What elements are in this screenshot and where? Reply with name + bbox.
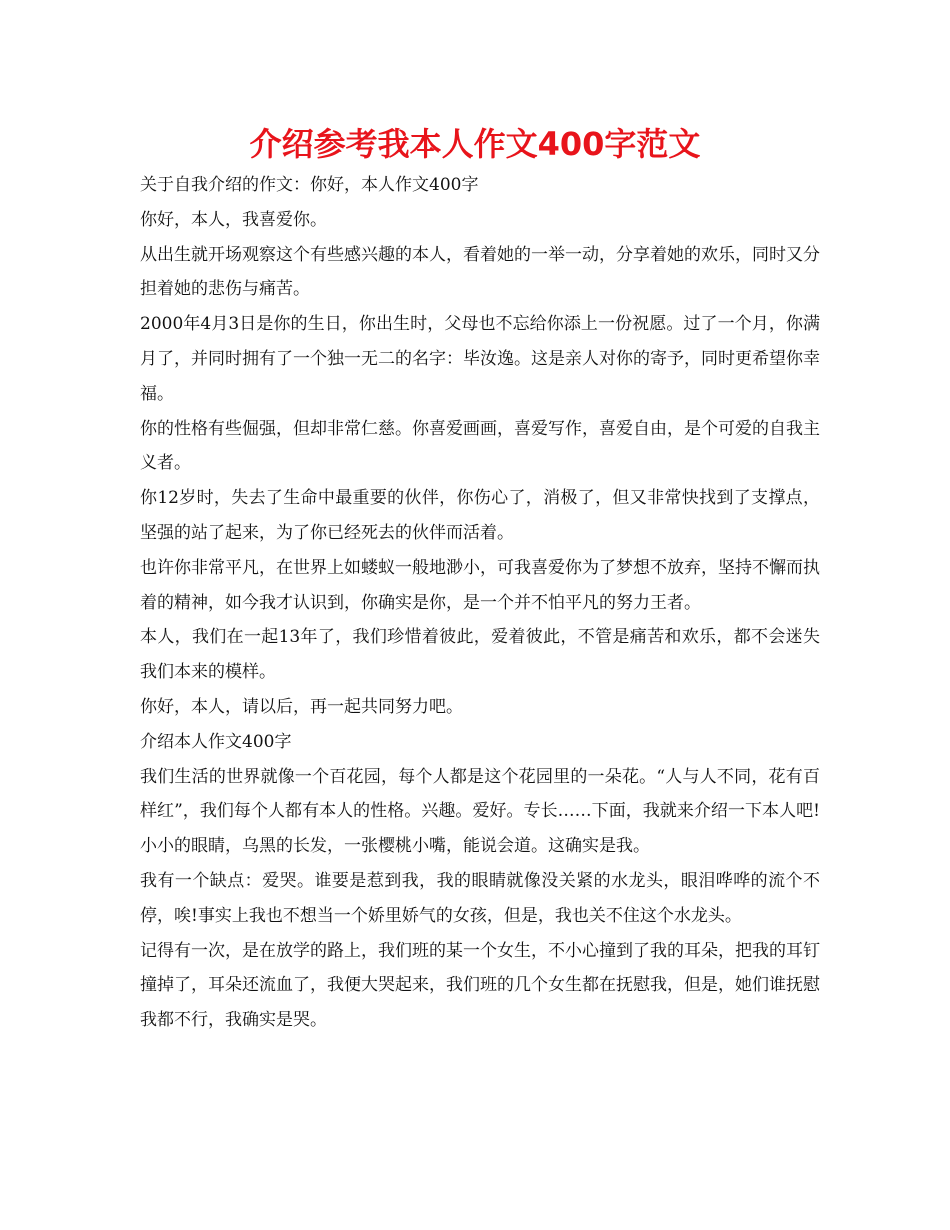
paragraph: 记得有一次，是在放学的路上，我们班的某一个女生，不小心撞到了我的耳朵，把我的耳钉撞掉了，耳朵还流血了，我便大哭起来，我们班的几个女生都在抚慰我，但是，她们谁抚慰我都不行，我确实是哭。 — [140, 940, 820, 1031]
paragraph: 关于自我介绍的作文：你好，本人作文400字 — [140, 175, 479, 195]
document-body — [140, 168, 820, 1038]
paragraph: 我有一个缺点：爱哭。谁要是惹到我，我的眼睛就像没关紧的水龙头，眼泪哗哗的流个不停，唉!事实上我也不想当一个娇里娇气的女孩，但是，我也关不住这个水龙头。 — [140, 870, 820, 926]
paragraph: 也许你非常平凡，在世界上如蝼蚁一般地渺小，可我喜爱你为了梦想不放弃，坚持不懈而执着的精神，如今我才认识到，你确实是你，是一个并不怕平凡的努力王者。 — [140, 557, 820, 613]
paragraph: 从出生就开场观察这个有些感兴趣的本人，看着她的一举一动，分享着她的欢乐，同时又分担着她的悲伤与痛苦。 — [140, 244, 820, 300]
document-title: 介绍参考我本人作文400字范文 — [249, 125, 701, 163]
paragraph: 你的性格有些倔强，但却非常仁慈。你喜爱画画，喜爱写作，喜爱自由，是个可爱的自我主义者。 — [140, 418, 820, 474]
paragraph: 本人，我们在一起13年了，我们珍惜着彼此，爱着彼此，不管是痛苦和欢乐，都不会迷失我们本来的模样。 — [140, 627, 820, 683]
paragraph: 你好，本人，我喜爱你。 — [140, 209, 327, 230]
paragraph: 你好，本人，请以后，再一起共同努力吧。 — [140, 696, 463, 717]
section-heading: 介绍本人作文400字 — [140, 731, 292, 752]
paragraph: 2000年4月3日是你的生日，你出生时，父母也不忘给你添上一份祝愿。过了一个月，你满月了，并同时拥有了一个独一无二的名字：毕汝逸。这是亲人对你的寄予，同时更希望你幸福。 — [140, 314, 820, 404]
paragraph: 我们生活的世界就像一个百花园，每个人都是这个花园里的一朵花。“人与人不同，花有百样红”，我们每个人都有本人的性格。兴趣。爱好。专长……下面，我就来介绍一下本人吧!小小的眼睛，乌黑的长发，一张樱桃小嘴，能说会道。这确实是我。 — [140, 766, 820, 857]
paragraph: 你12岁时，失去了生命中最重要的伙伴，你伤心了，消极了，但又非常快找到了支撑点，坚强的站了起来，为了你已经死去的伙伴而活着。 — [140, 488, 820, 543]
